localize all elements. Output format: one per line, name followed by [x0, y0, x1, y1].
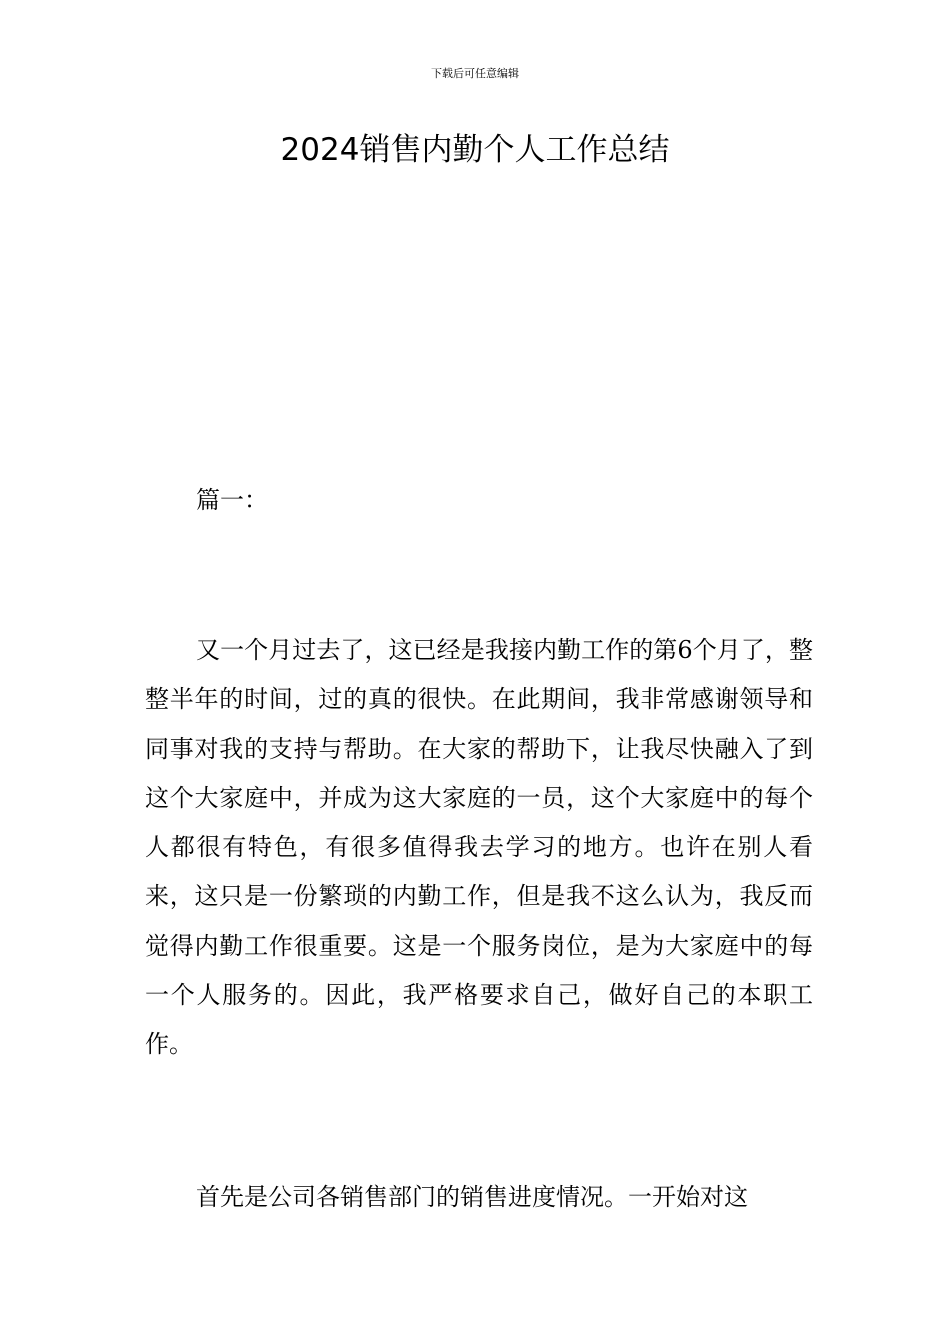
body-paragraph-2: 首先是公司各销售部门的销售进度情况。一开始对这 — [196, 1183, 748, 1211]
document-title: 2024销售内勤个人工作总结 — [280, 132, 670, 168]
header-note: 下载后可任意编辑 — [431, 67, 519, 80]
section-heading: 篇一： — [196, 486, 268, 514]
body-paragraph-1: 又一个月过去了，这已经是我接内勤工作的第6个月了，整整半年的时间，过的真的很快。在此期间，我非常感谢领导和同事对我的支持与帮助。在大家的帮助下，让我尽快融入了到这个大家庭中，并成为这大家庭的一员，这个大家庭中的每个人都很有特色，有很多值得我去学习的地方。也许在别人看来，这只是一份繁琐的内勤工作，但是我不这么认为，我反而觉得内勤工作很重要。这是一个服务岗位，是为大家庭中的每一个人服务的。因此，我严格要求自己，做好自己的本职工作。 — [145, 636, 813, 1059]
